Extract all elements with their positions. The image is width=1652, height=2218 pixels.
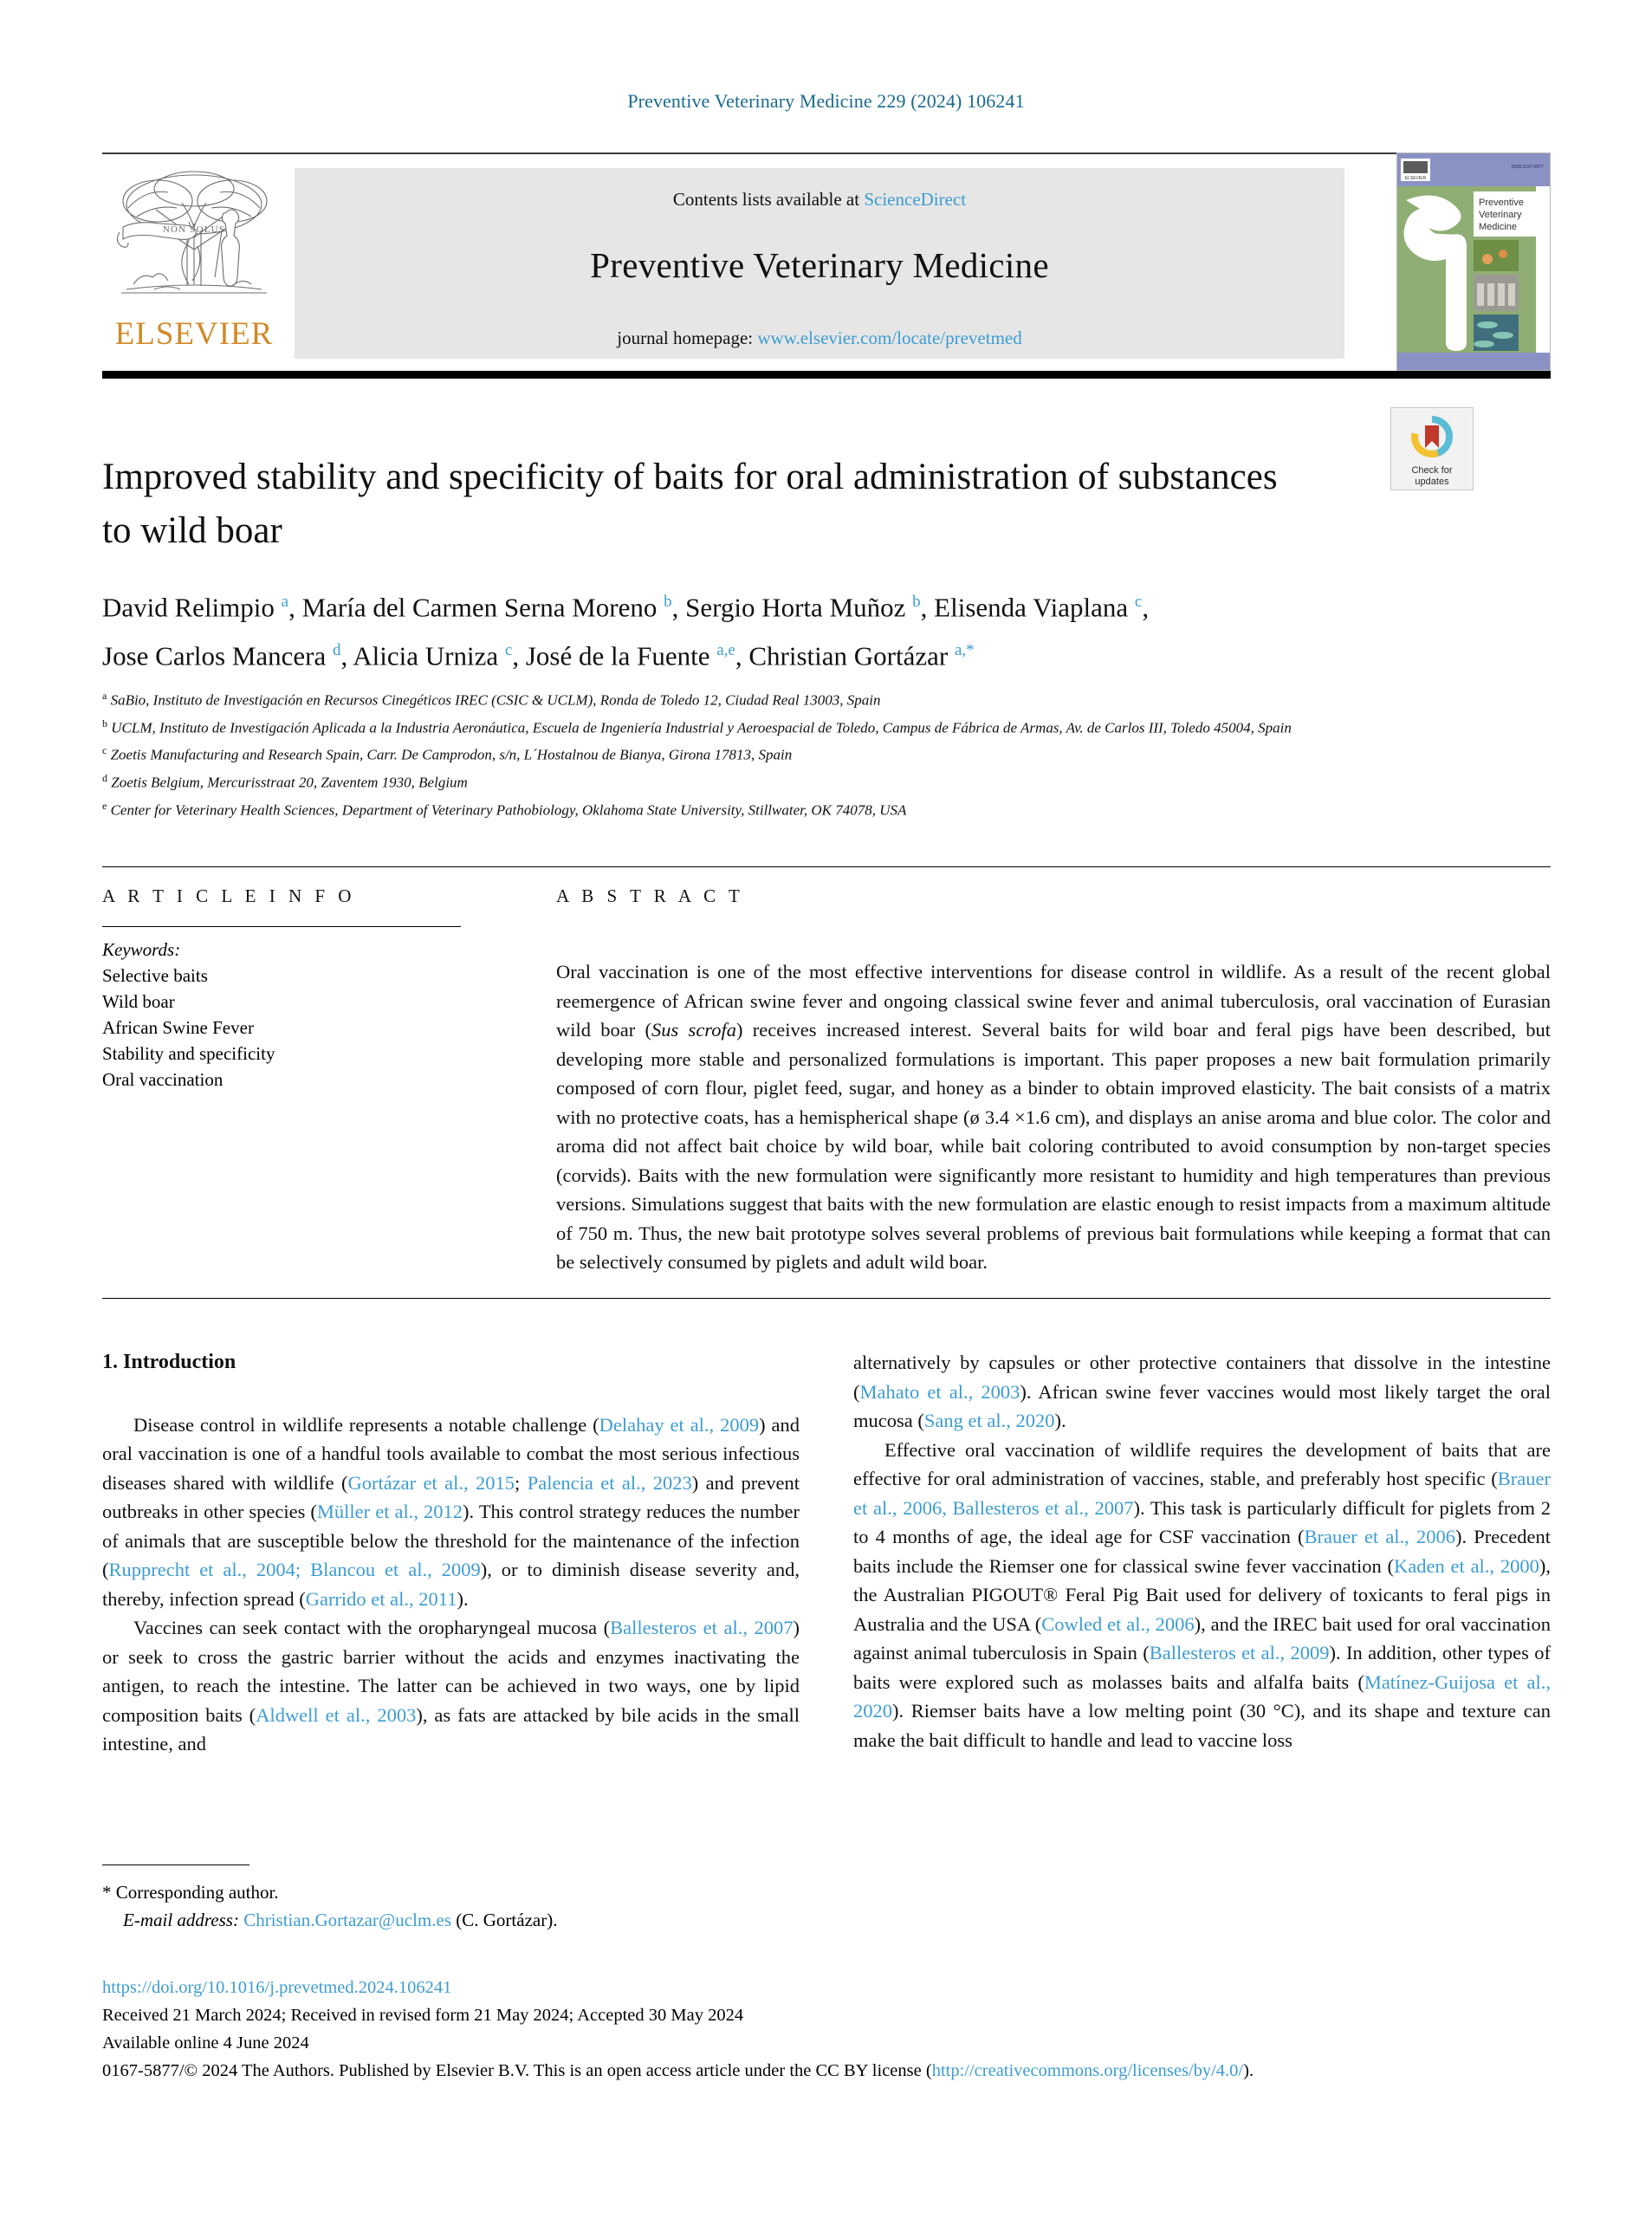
email-label: E-mail address:: [123, 1910, 239, 1930]
paragraph: alternatively by capsules or other protective containers that dissolve in the intestine (Mahato et al., 2003). African swine fever vaccines would most likely target the oral mucosa (Sang et al., 2020).: [853, 1352, 1551, 1431]
available-online: Available online 4 June 2024: [102, 2033, 309, 2053]
keywords-label: Keywords:: [102, 939, 181, 960]
keyword-item: Stability and specificity: [102, 1043, 275, 1064]
elsevier-logo: [102, 163, 286, 362]
running-head: Preventive Veterinary Medicine 229 (2024) 106241: [627, 90, 1025, 112]
affiliation-item: $^b$ UCLM, Instituto de Investigación Aplicada a la Industria Aeronáutica, Escuela de Ingeniería Industrial y Aeroespacial de Toledo, Campus de Fábrica de Armas, Av. de Carlos III, Toledo 45004, Spain: [102, 717, 1292, 736]
cover-title-line3: Medicine: [1479, 222, 1518, 232]
keyword-item: Selective baits: [102, 965, 208, 986]
cover-title-line1: Preventive: [1479, 198, 1524, 208]
homepage-prefix: journal homepage:: [617, 328, 758, 348]
crossmark-line2: updates: [1415, 477, 1449, 487]
elsevier-tree-icon: [102, 163, 286, 319]
keyword-item: Wild boar: [102, 991, 175, 1012]
paragraph: Effective oral vaccination of wildlife requires the development of baits that are effective for oral administration of vaccines, stable, and preferably host specific (Brauer et al., 2006, Ballesteros et al., 2007). This task is particularly difficult for piglets from 2 to 4 months of age, the ideal age for CSF vaccination (Brauer et al., 2006). Precedent baits include the Riemser one for classical swine fever vaccination (Kaden et al., 2000), the Australian PIGOUT® Feral Pig Bait used for delivery of toxicants to feral pigs in Australia and the USA (Cowled et al., 2006), and the IREC bait used for oral vaccination against animal tuberculosis in Spain (Ballesteros et al., 2009). In addition, other types of baits were explored such as molasses baits and alfalfa baits (Matínez-Guijosa et al., 2020). Riemser baits have a low melting point (30 °C), and its shape and texture can make the bait difficult to handle and lead to vaccine loss: [853, 1438, 1552, 1751]
affiliation-list: [102, 684, 1454, 821]
elsevier-motto: NON SOLUS: [162, 224, 226, 235]
crossmark-icon: [1409, 413, 1455, 460]
svg-text:ISSN 0167-5877: ISSN 0167-5877: [1511, 165, 1544, 170]
copyright-block: [102, 1974, 1558, 2085]
keyword-item: African Swine Fever: [102, 1017, 254, 1038]
footnote-block: [102, 1878, 813, 1934]
sciencedirect-link[interactable]: ScienceDirect: [864, 189, 967, 210]
license-suffix: ).: [1243, 2061, 1254, 2080]
affiliation-item: $^d$ Zoetis Belgium, Mercurisstraat 20, Zaventem 1930, Belgium: [102, 771, 468, 791]
cover-title-line2: Veterinary: [1479, 210, 1522, 220]
paragraph: Vaccines can seek contact with the oropharyngeal mucosa (Ballesteros et al., 2007) or seek to cross the gastric barrier without the acids and enzymes inactivating the antigen, to reach the intestine. The latter can be achieved in two ways, one by lipid composition baits (Aldwell et al., 2003), as fats are attacked by bile acids in the small intestine, and: [102, 1617, 800, 1754]
body-column-right: [853, 1348, 1551, 1754]
article-info-block: [102, 885, 483, 1093]
journal-cover-thumbnail: [1396, 152, 1551, 371]
body-column-left: [102, 1348, 800, 1759]
masthead-thick-rule: [102, 371, 1551, 379]
affiliation-item: $^e$ Center for Veterinary Health Sciences, Department of Veterinary Pathobiology, Oklahoma State University, Stillwater, OK 74078, USA: [102, 799, 907, 819]
crossmark-badge[interactable]: [1390, 407, 1474, 490]
journal-homepage-line: [295, 328, 1344, 349]
article-info-heading: A R T I C L E I N F O: [102, 885, 356, 906]
email-link[interactable]: Christian.Gortazar@uclm.es: [243, 1910, 451, 1930]
journal-title: Preventive Veterinary Medicine: [590, 245, 1049, 285]
license-line: [102, 2057, 1558, 2085]
svg-text:ELSEVIER: ELSEVIER: [1404, 176, 1427, 181]
doi-link[interactable]: https://doi.org/10.1016/j.prevetmed.2024.106241: [102, 1978, 452, 1997]
license-link[interactable]: http://creativecommons.org/licenses/by/4.0/: [931, 2061, 1244, 2080]
abstract-rule-bottom: [102, 1298, 1551, 1299]
abstract-body: Oral vaccination is one of the most effective interventions for disease control in wildlife. As a result of the recent global reemergence of African swine fever and ongoing classical swine fever and animal tuberculosis, oral vaccination of Eurasian wild boar (Sus scrofa) receives increased interest. Several baits for wild boar and feral pigs have been described, but developing more stable and personalized formulations is important. This paper proposes a new bait formulation primarily composed of corn flour, piglet feed, sugar, and honey as a binder to obtain improved elasticity. The bait consists of a matrix with no protective coats, has a hemispherical shape (ø 3.4 ×1.6 cm), and displays an anise aroma and blue color. The color and aroma did not affect bait choice by wild boar, while bait coloring contributed to avoid consumption by non-target species (corvids). Baits with the new formulation were significantly more resistant to humidity and high temperatures than previous versions. Simulations suggest that baits with the new formulation are elastic enough to resist impacts from a maximum altitude of 750 m. Thus, the new bait prototype solves several problems of previous bait formulations while keeping a format that can be selectively consumed by piglets and adult wild boar.: [556, 961, 1551, 1273]
journal-cover-art: [1397, 153, 1550, 370]
section-heading-introduction: 1. Introduction: [102, 1351, 236, 1373]
email-line: [102, 1906, 813, 1934]
elsevier-wordmark: ELSEVIER: [114, 316, 274, 352]
abstract-block: [556, 885, 1551, 1277]
author-line-2: Jose Carlos Mancera $^d$, Alicia Urniza $^c$, José de la Fuente $^{a,e}$, Christian Gortázar $^{a,*}$: [102, 640, 975, 671]
contents-prefix: Contents lists available at: [672, 189, 865, 210]
journal-masthead: [102, 152, 1551, 374]
article-info-divider: [102, 926, 461, 927]
contents-line: [295, 168, 1344, 211]
journal-homepage-link[interactable]: www.elsevier.com/locate/prevetmed: [757, 328, 1022, 348]
author-list: [102, 580, 1506, 678]
abstract-rule-top: [102, 866, 1551, 867]
crossmark-line1: Check for: [1411, 465, 1453, 476]
affiliation-item: $^a$ SaBio, Instituto de Investigación en Recursos Cinegéticos IREC (CSIC & UCLM), Ronda de Toledo 12, Ciudad Real 13003, Spain: [102, 690, 881, 709]
license-prefix: 0167-5877/© 2024 The Authors. Published by Elsevier B.V. This is an open access article under the CC BY license (: [102, 2061, 932, 2080]
masthead-rule-top: [102, 152, 1551, 154]
corresponding-author-note: * Corresponding author.: [102, 1882, 279, 1903]
journal-banner: [295, 168, 1344, 359]
email-suffix: (C. Gortázar).: [456, 1910, 558, 1930]
received-dates: Received 21 March 2024; Received in revised form 21 May 2024; Accepted 30 May 2024: [102, 2006, 744, 2025]
author-line-1: David Relimpio $^a$, María del Carmen Serna Moreno $^b$, Sergio Horta Muñoz $^b$, Elisenda Viaplana $^c$,: [102, 592, 1150, 623]
abstract-heading: A B S T R A C T: [556, 885, 744, 906]
page-title: Improved stability and specificity of baits for oral administration of substances to wild boar: [102, 457, 1278, 551]
affiliation-item: $^c$ Zoetis Manufacturing and Research Spain, Carr. De Camprodon, s/n, L´Hostalnou de Bianya, Girona 17813, Spain: [102, 744, 793, 763]
paragraph: Disease control in wildlife represents a notable challenge (Delahay et al., 2009) and oral vaccination is one of a handful tools available to combat the most serious infectious diseases shared with wildlife (Gortázar et al., 2015; Palencia et al., 2023) and prevent outbreaks in other species (Müller et al., 2012). This control strategy reduces the number of animals that are susceptible below the threshold for the maintenance of the infection (Rupprecht et al., 2004; Blancou et al., 2009), or to diminish disease severity and, thereby, infection spread (Garrido et al., 2011).: [102, 1413, 800, 1610]
keyword-item: Oral vaccination: [102, 1069, 224, 1090]
